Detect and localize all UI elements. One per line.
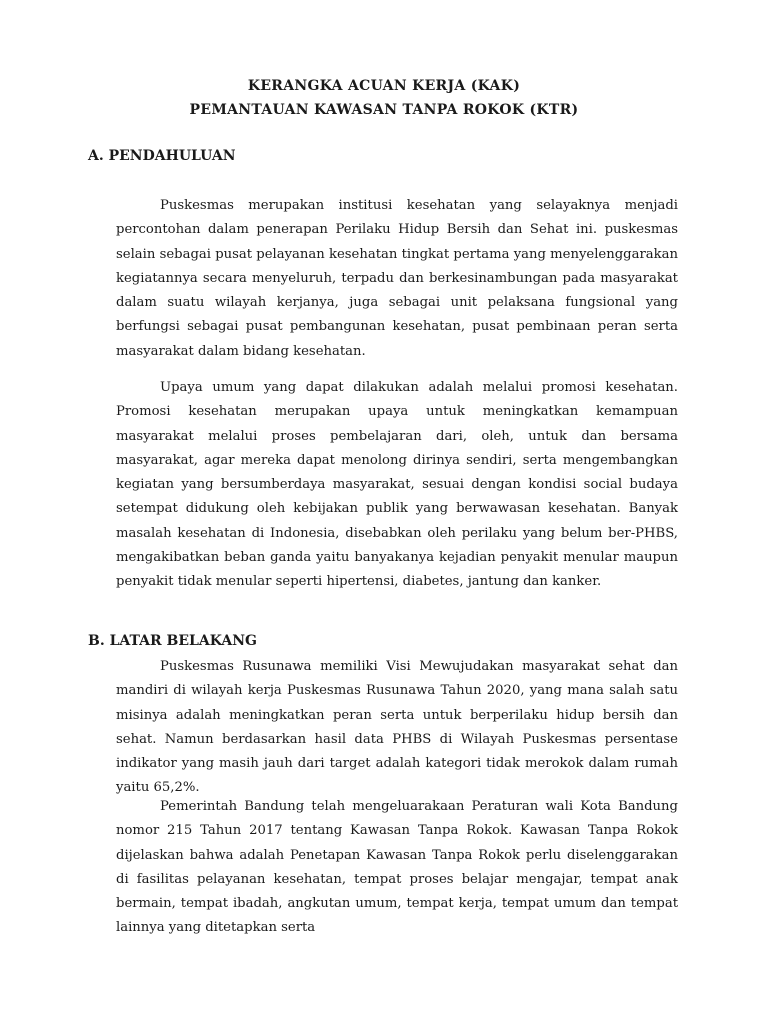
paragraph-latar-belakang-2: Pemerintah Bandung telah mengeluarakaan Peraturan wali Kota Bandung nomor 215 Tahun 2017 tentang Kawasan Tanpa Rokok. Kawasan Tanpa Rokok dijelaskan bahwa adalah Penetapan Kawasan Tanpa Rokok perlu diselenggarakan di fasilitas pelayanan kesehatan, tempat proses belajar mengajar, tempat anak bermain, tempat ibadah, angkutan umum, tempat kerja, tempat umum dan tempat lainnya yang ditetapkan serta [116,799,678,936]
document-title: KERANGKA ACUAN KERJA (KAK) [247,78,521,94]
paragraph-pendahuluan-1: Puskesmas merupakan institusi kesehatan yang selayaknya menjadi percontohan dalam penerapan Perilaku Hidup Bersih dan Sehat ini. puskesmas selain sebagai pusat pelayanan kesehatan tingkat pertama yang menyelenggarakan kegiatannya secara menyeluruh, terpadu dan berkesinambungan pada masyarakat dalam suatu wilayah kerjanya, juga sebagai unit pelaksana fungsional yang berfungsi sebagai pusat pembangunan kesehatan, pusat pembinaan peran serta masyarakat dalam bidang kesehatan. [116,198,678,359]
section-heading-pendahuluan: A. PENDAHULUAN [88,148,236,164]
paragraph-pendahuluan-2: Upaya umum yang dapat dilakukan adalah melalui promosi kesehatan. Promosi kesehatan merupakan upaya untuk meningkatkan kemampuan masyarakat melalui proses pembelajaran dari, oleh, untuk dan bersama masyarakat, agar mereka dapat menolong dirinya sendiri, serta mengembangkan kegiatan yang bersumberdaya masyarakat, sesuai dengan kondisi social budaya setempat didukung oleh kebijakan publik yang berwawasan kesehatan. Banyak masalah kesehatan di Indonesia, disebabkan oleh perilaku yang belum ber-PHBS, mengakibatkan beban ganda yaitu banyakanya kejadian penyakit menular maupun penyakit tidak menular seperti hipertensi, diabetes, jantung dan kanker. [116,380,678,590]
section-heading-latar-belakang: B. LATAR BELAKANG [88,633,257,649]
paragraph-latar-belakang-1: Puskesmas Rusunawa memiliki Visi Mewujudakan masyarakat sehat dan mandiri di wilayah kerja Puskesmas Rusunawa Tahun 2020, yang mana salah satu misinya adalah meningkatkan peran serta untuk berperilaku hidup bersih dan sehat. Namun berdasarkan hasil data PHBS di Wilayah Puskesmas persentase indikator yang masih jauh dari target adalah kategori tidak merokok dalam rumah yaitu 65,2%. [116,659,678,796]
document-subtitle: PEMANTAUAN KAWASAN TANPA ROKOK (KTR) [189,102,579,118]
